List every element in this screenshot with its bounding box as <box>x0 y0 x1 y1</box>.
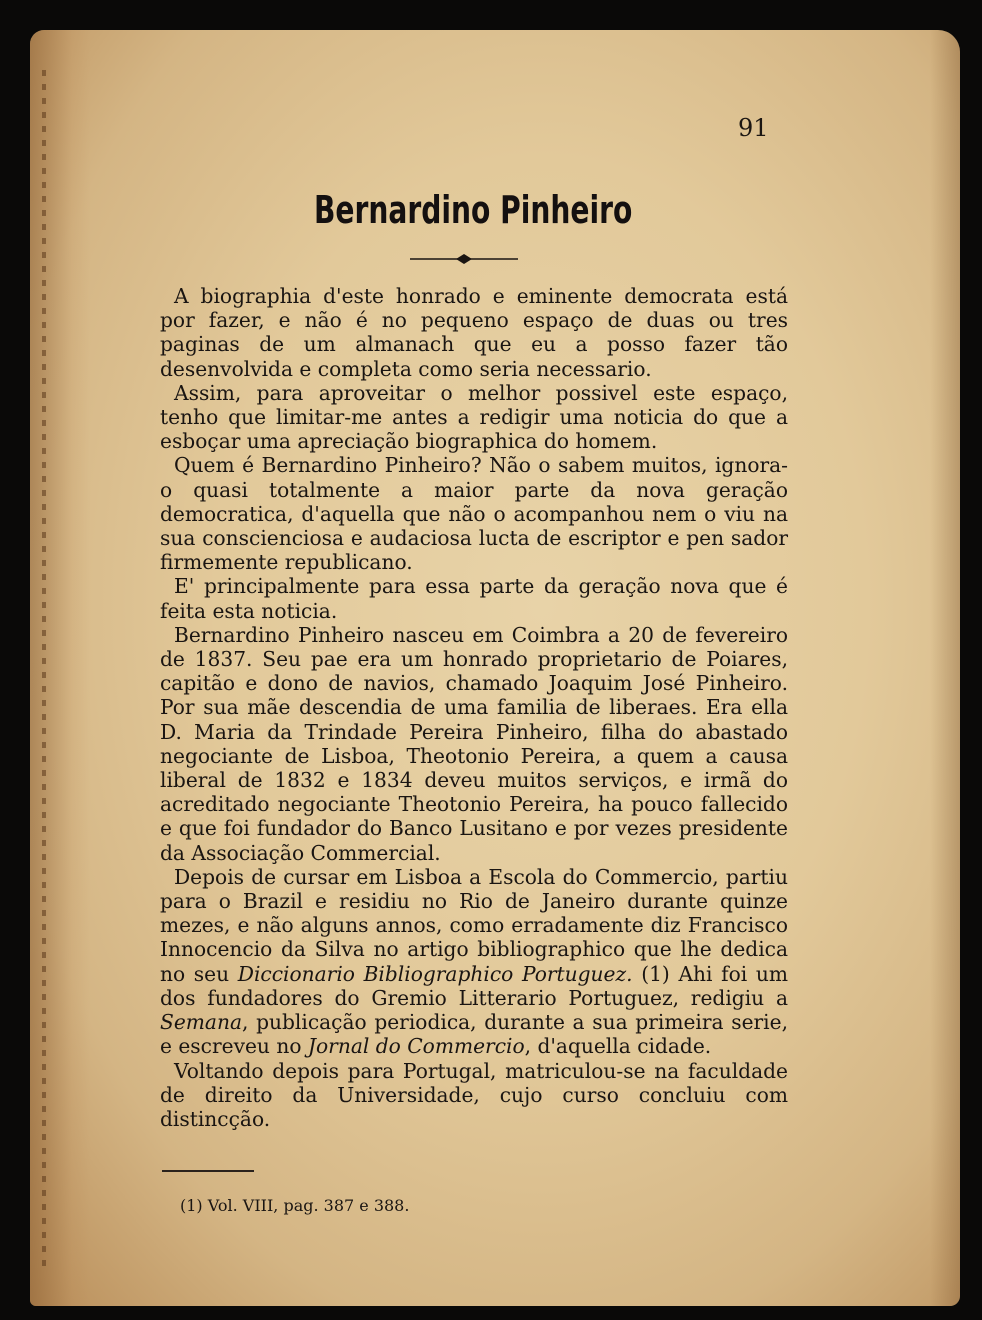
paragraph <box>160 284 788 381</box>
paragraph-text: A biographia d'este honrado e eminente democrata está por fazer, e não é no pequeno espaço de duas ou tres paginas de um almanach que eu a posso fazer tão desenvolvida e completa como seria necessario. <box>160 284 788 381</box>
footnote: (1) Vol. VIII, pag. 387 e 388. <box>180 1196 410 1215</box>
paragraph-text: Quem é Bernardino Pinheiro? Não o sabem muitos, ignora-o quasi totalmente a maior parte da nova geração democratica, d'aquella que não o acompanhou nem o viu na sua conscienciosa e audaciosa lucta de escriptor e pen sador firmemente republicano. <box>160 453 788 575</box>
paragraph-text: Voltando depois para Portugal, matriculou-se na faculdade de direito da Universidade, cujo curso concluiu com distincção. <box>160 1058 788 1131</box>
paragraph-text: Depois de cursar em Lisboa a Escola do Commercio, partiu para o Brazil e residiu no Rio de Janeiro durante quinze mezes, e não alguns annos, como erradamente diz Francisco Innocencio da Silva no artigo bibliographico que lhe dedica no seu <box>160 864 788 986</box>
binding-edge <box>42 70 46 1270</box>
paragraph-text: (1) Ahi foi um dos fundadores do Gremio Litterario Portuguez, redigiu a <box>160 961 788 1010</box>
body-text <box>160 284 788 1131</box>
italic-title: Diccionario Bibliographico Portuguez. <box>237 961 633 986</box>
paragraph-text: , d'aquella cidade. <box>524 1034 712 1059</box>
book-page <box>30 30 960 1306</box>
paragraph-text: Assim, para aproveitar o melhor possivel este espaço, tenho que limitar-me antes a redigir uma noticia do que a esboçar uma apreciação biographica do homem. <box>160 380 788 454</box>
paragraph-text: Bernardino Pinheiro nasceu em Coimbra a 20 de fevereiro de 1837. Seu pae era um honrado proprietario de Poiares, capitão e dono de navios, chamado Joaquim José Pinheiro. Por sua mãe descendia de uma familia de liberaes. Era ella D. Maria da Trindade Pereira Pinheiro, filha do abastado negociante de Lisboa, Theotonio Pereira, a quem a causa liberal de 1832 e 1834 deveu muitos serviços, e irmã do acreditado negociante Theotonio Pereira, ha pouco fallecido e que foi fundador do Banco Lusitano e por vezes presidente da Associação Commercial. <box>160 622 788 865</box>
paragraph <box>160 623 788 865</box>
paragraph <box>160 865 788 1059</box>
italic-title: Jornal do Commercio <box>307 1034 525 1059</box>
chapter-title: Bernardino Pinheiro <box>314 188 633 232</box>
paragraph <box>160 574 788 622</box>
page-number: 91 <box>738 114 769 142</box>
paragraph <box>160 1059 788 1132</box>
paragraph <box>160 381 788 454</box>
paragraph <box>160 453 788 574</box>
footnote-divider <box>162 1170 254 1172</box>
paragraph-text: E' principalmente para essa parte da geração nova que é feita esta noticia. <box>160 574 788 623</box>
italic-title: Semana <box>160 1010 242 1035</box>
title-ornament-icon <box>410 252 518 266</box>
paragraph-text: , publicação periodica, durante a sua primeira serie, e escreveu no <box>160 1010 788 1059</box>
